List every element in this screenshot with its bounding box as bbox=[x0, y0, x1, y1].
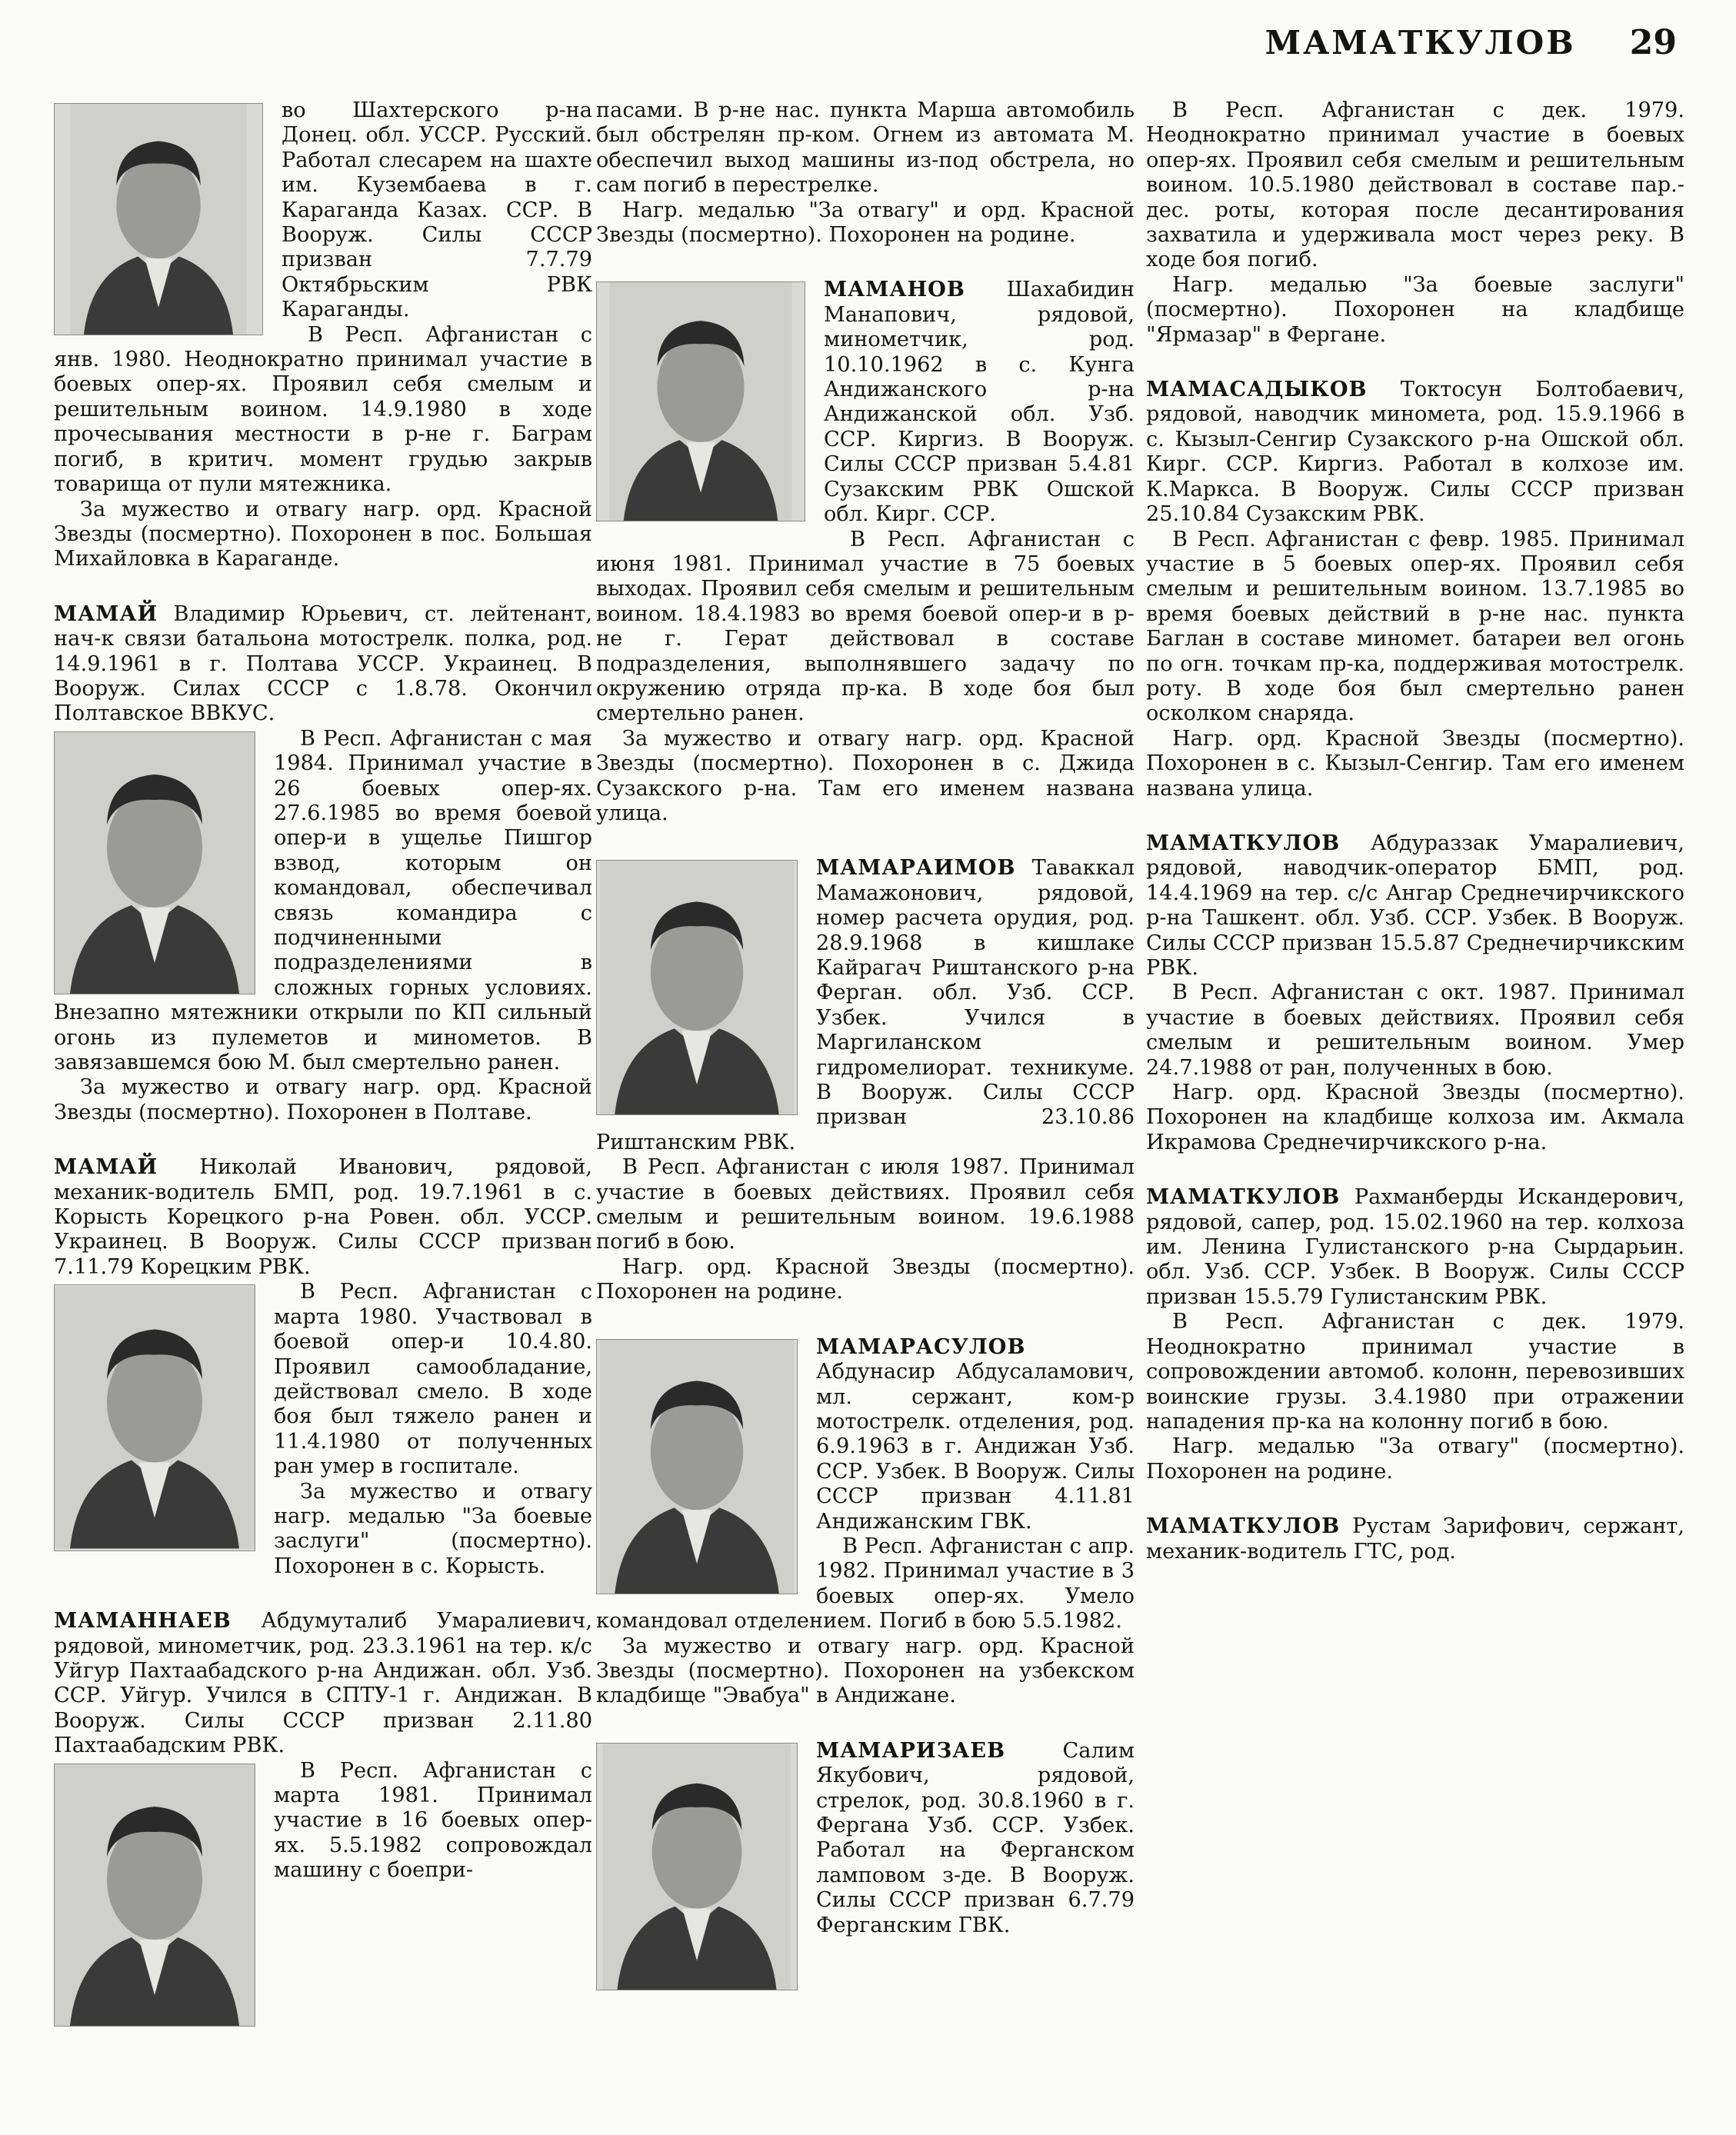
entry-paragraph: В Респ. Афганистан с дек. 1979. Неоднократно принимал участие в сопровождении автомоб. колонн, перевозивших воинские грузы. 3.4.1980 при отражении нападения пр-ка на колонну погиб в бою. bbox=[1146, 1310, 1684, 1434]
entry-surname: МАМАСАДЫКОВ bbox=[1146, 377, 1368, 402]
entry-text bbox=[54, 98, 592, 323]
entry-paragraph bbox=[54, 1280, 592, 1479]
portrait-photo-icon bbox=[54, 1284, 255, 1551]
column-3 bbox=[1146, 98, 1684, 1564]
entry-text bbox=[596, 1334, 1135, 1534]
entry-mamasadykov bbox=[1146, 377, 1684, 801]
entry-body: Абдумуталиб Умаралиевич, рядовой, минометчик, род. 23.3.1961 на тер. к/с Уйгур Пахтаабадского р-на Андижан. обл. Узб. ССР. Уйгур. Учился в СПТУ-1 г. Андижан. В Вооруж. Силы СССР призван 2.11.80 Пахтаабадским РВК. bbox=[54, 1609, 592, 1758]
entry-surname: МАМАНОВ bbox=[824, 277, 965, 302]
entry-paragraph: В Респ. Афганистан с янв. 1980. Неоднократно принимал участие в боевых опер-ях. Проявил себя смелым и решительным воином. 14.9.1980 в ходе прочесывания местности в р-не г. Баграм погиб, в критич. момент грудью закрыв товарища от пули мятежника. bbox=[54, 322, 592, 497]
entry-paragraph-text: В Респ. Афганистан с мая 1984. Принимал участие в 26 боевых опер-ях. 27.6.1985 во время боевой опер-и в ущелье Пишгор взвод, которым он командовал, обеспечивал связь командира с подчиненными подразделениями в сложных горных условиях. Внезапно мятежники открыли по КП сильный огонь из пулеметов и минометов. В завязавшемся бою М. был смертельно ранен. bbox=[54, 726, 592, 1075]
entry-text: В Респ. Афганистан с дек. 1979. Неоднократно принимал участие в боевых опер-ях. Проявил себя смелым и решительным воином. 10.5.1980 действовал в составе пар.-дес. роты, которая после десантирования захватила и удерживала мост через реку. В ходе боя погиб. bbox=[1146, 98, 1684, 272]
entry-body: Шахабидин Манапович, рядовой, минометчик, род. 10.10.1962 в с. Кунга Андижанского р-на Андижанской обл. Узб. ССР. Киргиз. В Вооруж. Силы СССР призван 5.4.81 Сузакским РВК Ошской обл. Кирг. ССР. bbox=[824, 278, 1135, 527]
portrait-photo-icon bbox=[54, 103, 263, 335]
entry-body: Николай Иванович, рядовой, механик-водитель БМП, род. 19.7.1961 в с. Корысть Корецкого р-на Ровен. обл. УССР. Украинец. В Вооруж. Силы СССР призван 7.11.79 Корецким РВК. bbox=[54, 1155, 592, 1279]
entry-text bbox=[54, 601, 592, 727]
entry-surname: МАМАННАЕВ bbox=[54, 1608, 232, 1634]
entry-body: Абдураззак Умаралиевич, рядовой, наводчик-оператор БМП, род. 14.4.1969 на тер. с/с Ангар Среднечирчикского р-на Ташкент. обл. Узб. ССР. Узбек. В Вооруж. Силы СССР призван 15.5.87 Среднечирчикским РВК. bbox=[1146, 831, 1684, 980]
entry-body: во Шахтерского р-на Донец. обл. УССР. Русский. Работал слесарем на шахте им. Кузембаева в г. Караганда Казах. ССР. В Вооруж. Силы СССР призван 7.7.79 Октябрьским РВК Караганды. bbox=[282, 98, 592, 322]
entry-text bbox=[1146, 1514, 1684, 1564]
entry-text bbox=[596, 277, 1135, 527]
entry-continued bbox=[596, 98, 1135, 248]
entry-mamarizaev bbox=[596, 1738, 1135, 1938]
entry-text bbox=[1146, 831, 1684, 981]
entry-paragraph bbox=[54, 727, 592, 1076]
entry-surname: МАМАТКУЛОВ bbox=[1146, 1514, 1341, 1539]
entry-paragraph: Нагр. орд. Красной Звезды (посмертно). Похоронен на родине. bbox=[596, 1254, 1135, 1304]
entry-mamatkulov-rustam bbox=[1146, 1514, 1684, 1564]
entry-surname: МАМАРАИМОВ bbox=[816, 855, 1016, 881]
entry-paragraph: Нагр. орд. Красной Звезды (посмертно). Похоронен на кладбище колхоза им. Акмала Икрамова Среднечирчикского р-на. bbox=[1146, 1081, 1684, 1154]
entry-surname: МАМАТКУЛОВ bbox=[1146, 830, 1341, 855]
running-head bbox=[1138, 23, 1677, 69]
entry-body: Рахманберды Искандерович, рядовой, сапер, род. 15.02.1960 на тер. колхоза им. Ленина Гулистанского р-на Сырдарьин. обл. Узб. ССР. Узбек. В Вооруж. Силы СССР призван 15.5.79 Гулистанским РВК. bbox=[1146, 1185, 1684, 1309]
entry-paragraph: Нагр. медалью "За боевые заслуги" (посмертно). Похоронен на кладбище "Ярмазар" в Фергане. bbox=[1146, 272, 1684, 347]
entry-surname: МАМАТКУЛОВ bbox=[1146, 1184, 1341, 1210]
entry-mamaraimov bbox=[596, 855, 1135, 1304]
portrait-photo-icon bbox=[596, 281, 805, 521]
entry-mamarasulov bbox=[596, 1334, 1135, 1709]
entry-paragraph: За мужество и отвагу нагр. орд. Красной Звезды (посмертно). Похоронен в пос. Большая Михайловка в Караганде. bbox=[54, 497, 592, 571]
entry-paragraph-text: В Респ. Афганистан с марта 1981. Принимал участие в 16 боевых опер-ях. 5.5.1982 сопровождал машину с боепри- bbox=[274, 1758, 592, 1883]
entry-mamannaev bbox=[54, 1608, 592, 1883]
entry-paragraph: За мужество и отвагу нагр. медалью "За боевые заслуги" (посмертно). Похоронен в с. Корысть. bbox=[274, 1479, 592, 1578]
entry-text bbox=[54, 1608, 592, 1758]
entry-mamai-vladimir bbox=[54, 601, 592, 1126]
portrait-photo-icon bbox=[54, 731, 255, 994]
entry-surname: МАМАРАСУЛОВ bbox=[816, 1334, 1026, 1359]
entry-paragraph: В Респ. Афганистан с окт. 1987. Принимал участие в боевых действиях. Проявил себя смелым и решительным воином. Умер 24.7.1988 от ран, полученных в бою. bbox=[1146, 981, 1684, 1080]
portrait-photo-icon bbox=[54, 1764, 255, 2027]
entry-continued bbox=[54, 98, 592, 572]
entry-paragraph: За мужество и отвагу нагр. орд. Красной Звезды (посмертно). Похоронен на узбекском кладбище "Эвабуа" в Андижане. bbox=[596, 1634, 1135, 1708]
entry-mamanov bbox=[596, 277, 1135, 826]
entry-surname: МАМАЙ bbox=[54, 601, 158, 626]
entry-mamai-nikolai bbox=[54, 1154, 592, 1579]
portrait-photo-icon bbox=[596, 1743, 798, 1990]
entry-continued bbox=[1146, 98, 1684, 348]
entry-paragraph: В Респ. Афганистан с апр. 1982. Принимал участие в 3 боевых опер-ях. Умело командовал отделением. Погиб в бою 5.5.1982. bbox=[596, 1534, 1135, 1634]
entry-text bbox=[596, 1738, 1135, 1938]
portrait-photo-icon bbox=[596, 1339, 798, 1594]
entry-paragraph-text: В Респ. Афганистан с марта 1980. Участвовал в боевой опер-и 10.4.80. Проявил самообладание, действовал смело. В ходе боя был тяжело ранен и 11.4.1980 от полученных ран умер в госпитале. bbox=[274, 1280, 592, 1479]
entry-text bbox=[1146, 1184, 1684, 1310]
entry-text bbox=[54, 1154, 592, 1280]
entry-paragraph: В Респ. Афганистан с февр. 1985. Принимал участие в 5 боевых опер-ях. Проявил себя смелым и решительным воином. 13.7.1985 во время боевых действий в р-не нас. пункта Баглан в составе миномет. батареи вел огонь по огн. точкам пр-ка, поддерживая мотострелк. роту. В ходе боя был смертельно ранен осколком снаряда. bbox=[1146, 527, 1684, 726]
entry-mamatkulov-rakhmanberdy bbox=[1146, 1184, 1684, 1484]
entry-text: пасами. В р-не нас. пункта Марша автомобиль был обстрелян пр-ком. Огнем из автомата М. обеспечил выход машины из-под обстрела, но сам погиб в перестрелке. bbox=[596, 98, 1135, 198]
entry-body: Таваккал Мамажонович, рядовой, номер расчета орудия, род. 28.9.1968 в кишлаке Кайрагач Риштанского р-на Ферган. обл. Узб. ССР. Узбек. Учился в Маргиланском гидромелиорат. техникуме. В Вооруж. Силы СССР призван 23.10.86 Риштанским РВК. bbox=[596, 856, 1135, 1154]
entry-body: Токтосун Болтобаевич, рядовой, наводчик миномета, род. 15.9.1966 в с. Кызыл-Сенгир Сузакского р-на Ошской обл. Кирг. ССР. Киргиз. Работал в колхозе им. К.Маркса. В Вооруж. Силы СССР призван 25.10.84 Сузакским РВК. bbox=[1146, 378, 1684, 527]
running-head-surname: МАМАТКУЛОВ bbox=[1265, 24, 1576, 62]
entry-paragraph bbox=[54, 1759, 592, 1884]
entry-body: Салим Якубович, рядовой, стрелок, род. 30.8.1960 в г. Фергана Узб. ССР. Узбек. Работал на Ферганском ламповом з-де. В Вооруж. Силы СССР призван 6.7.79 Ферганским ГВК. bbox=[816, 1738, 1135, 1937]
column-2 bbox=[596, 98, 1135, 1997]
entry-paragraph: За мужество и отвагу нагр. орд. Красной Звезды (посмертно). Похоронен в с. Джида Сузакского р-на. Там его именем названа улица. bbox=[596, 726, 1135, 825]
page-number: 29 bbox=[1629, 23, 1677, 62]
entry-surname: МАМАРИЗАЕВ bbox=[816, 1737, 1006, 1763]
entry-surname: МАМАЙ bbox=[54, 1154, 158, 1180]
entry-paragraph: Нагр. медалью "За отвагу" и орд. Красной Звезды (посмертно). Похоронен на родине. bbox=[596, 198, 1135, 248]
entry-text bbox=[596, 855, 1135, 1155]
entry-paragraph: В Респ. Афганистан с июня 1981. Принимал участие в 75 боевых выходах. Проявил себя смелым и решительным воином. 18.4.1983 во время боевой опер-и в р-не г. Герат действовал в составе подразделения, выполнявшего задачу по окружению отряда пр-ка. В ходе боя был смертельно ранен. bbox=[596, 527, 1135, 726]
entry-paragraph: Нагр. орд. Красной Звезды (посмертно). Похоронен в с. Кызыл-Сенгир. Там его именем названа улица. bbox=[1146, 726, 1684, 801]
entry-body: Рустам Зарифович, сержант, механик-водитель ГТС, род. bbox=[1146, 1514, 1684, 1564]
entry-text bbox=[1146, 377, 1684, 527]
column-1 bbox=[54, 98, 592, 2033]
entry-mamatkulov-abdurazzak bbox=[1146, 831, 1684, 1155]
entry-paragraph: Нагр. медалью "За отвагу" (посмертно). Похоронен на родине. bbox=[1146, 1434, 1684, 1484]
entry-paragraph: За мужество и отвагу нагр. орд. Красной Звезды (посмертно). Похоронен в Полтаве. bbox=[54, 1075, 592, 1124]
entry-body: Абдунасир Абдусаламович, мл. сержант, ком-р мотострелк. отделения, род. 6.9.1963 в г. Андижан Узб. ССР. Узбек. В Вооруж. Силы СССР призван 4.11.81 Андижанским ГВК. bbox=[816, 1360, 1135, 1534]
entry-body: Владимир Юрьевич, ст. лейтенант, нач-к связи батальона мотострелк. полка, род. 14.9.1961 в г. Полтава УССР. Украинец. В Вооруж. Силах СССР с 1.8.78. Окончил Полтавское ВВКУС. bbox=[54, 601, 592, 726]
portrait-photo-icon bbox=[596, 860, 798, 1115]
entry-paragraph: В Респ. Афганистан с июля 1987. Принимал участие в боевых действиях. Проявил себя смелым и решительным воином. 19.6.1988 погиб в бою. bbox=[596, 1155, 1135, 1254]
